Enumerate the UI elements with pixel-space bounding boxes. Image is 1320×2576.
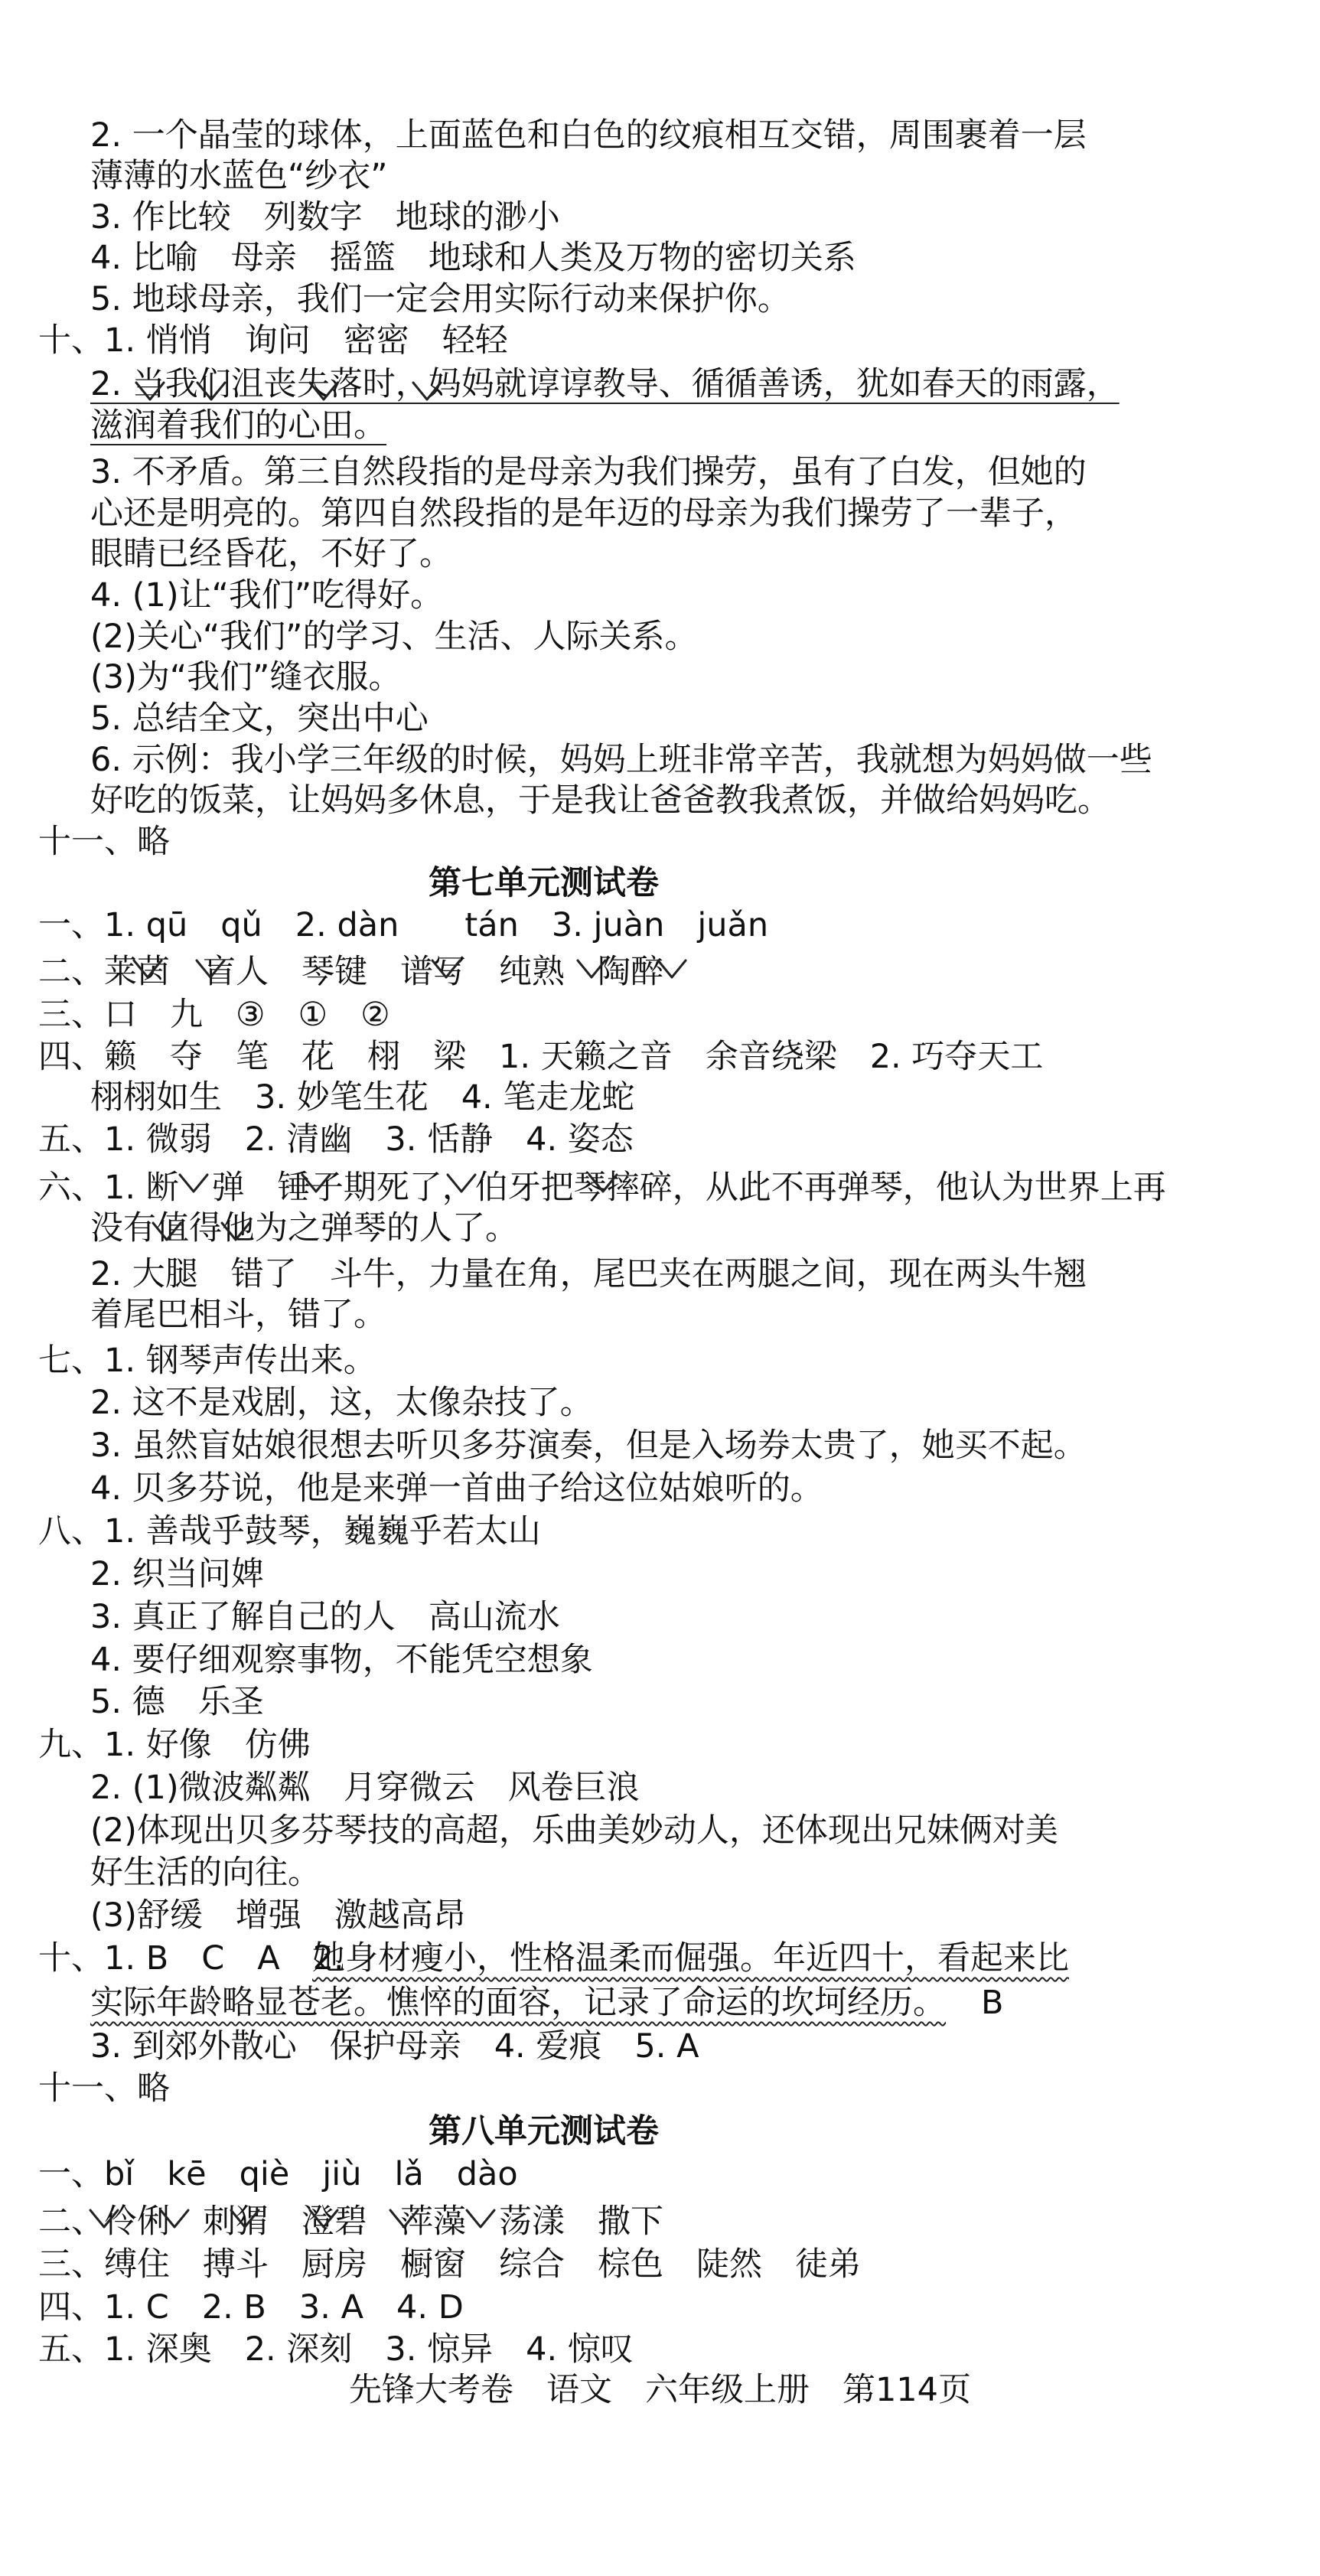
answer-line: 四、1. C 2. B 3. A 4. D	[38, 2288, 464, 2327]
answer-line: 5. 德 乐圣	[90, 1683, 264, 1721]
answer-line: 栩栩如生 3. 妙笔生花 4. 笔走龙蛇	[90, 1078, 635, 1117]
page-footer: 先锋大考卷 语文 六年级上册 第114页	[348, 2371, 972, 2409]
answer-line: 七、1. 钢琴声传出来。	[38, 1342, 376, 1380]
answer-line: 一、1. qū qǔ 2. dàn tán 3. juàn juǎn	[38, 906, 769, 944]
answer-line: 好生活的向往。	[90, 1854, 321, 1892]
answer-line: 3. 虽然盲姑娘很想去听贝多芬演奏，但是入场券太贵了，她买不起。	[90, 1427, 1087, 1465]
answer-line: 2. 这不是戏剧，这，太像杂技了。	[90, 1384, 593, 1422]
answer-line: 一、bǐ kē qiè jiù lǎ dào	[38, 2155, 518, 2193]
answer-line: 4. 贝多芬说，他是来弹一首曲子给这位姑娘听的。	[90, 1469, 823, 1508]
answer-line: 四、籁 夺 笔 花 栩 梁 1. 天籁之音 余音绕梁 2. 巧夺天工	[38, 1038, 1044, 1076]
check-mark	[302, 1175, 330, 1192]
answer-line: 三、口 九 ③ ① ②	[38, 996, 390, 1034]
section-title: 第八单元测试卷	[429, 2112, 659, 2150]
answer-line: 心还是明亮的。第四自然段指的是年迈的母亲为我们操劳了一辈子，	[90, 494, 1077, 533]
answer-line: 4. (1)让“我们”吃得好。	[90, 576, 444, 615]
check-mark	[390, 2210, 418, 2227]
answer-line: 2. 大腿 错了 斗牛，力量在角，尾巴夹在两腿之间，现在两头牛翘	[90, 1255, 1087, 1293]
answer-line: 二、伶俐 刺猬 澄碧 萍藻 荡漾 撒下	[38, 2203, 663, 2241]
answer-line: 2. 织当问婢	[90, 1555, 264, 1593]
answer-line: 5. 总结全文，突出中心	[90, 699, 429, 738]
answer-line: 实际年龄略显苍老。憔悴的面容，记录了命运的坎坷经历。	[90, 1984, 946, 2022]
check-mark	[589, 1175, 617, 1192]
answer-line: 薄薄的水蓝色“纱衣”	[90, 157, 388, 195]
answer-line: 5. 地球母亲，我们一定会用实际行动来保护你。	[90, 280, 790, 318]
check-mark	[90, 2210, 118, 2227]
answer-line: 2. 当我们沮丧失落时，妈妈就谆谆教导、循循善诱，犹如春天的雨露，	[90, 365, 1120, 403]
check-mark	[222, 1223, 249, 1240]
check-mark	[310, 2210, 337, 2227]
answer-line: 十一、略	[38, 823, 170, 861]
answer-line: 三、缚住 搏斗 厨房 橱窗 综合 棕色 陡然 徒弟	[38, 2245, 861, 2284]
check-mark	[432, 960, 460, 977]
answer-line: 十、1. 悄悄 询问 密密 轻轻	[38, 321, 508, 360]
answer-line: 眼睛已经昏花，不好了。	[90, 535, 452, 573]
answer-line: 十、1. B C A 2.	[38, 1939, 355, 1978]
answer-line: 2. (1)微波粼粼 月穿微云 风卷巨浪	[90, 1769, 640, 1807]
check-mark	[180, 1175, 207, 1192]
answer-line: 她身材瘦小，性格温柔而倔强。年近四十，看起来比	[312, 1939, 1069, 1978]
answer-line: 4. 要仔细观察事物，不能凭空想象	[90, 1641, 593, 1679]
answer-line: 九、1. 好像 仿佛	[38, 1726, 311, 1764]
answer-line: 2. 一个晶莹的球体，上面蓝色和白色的纹痕相互交错，周围裹着一层	[90, 116, 1087, 155]
check-mark	[153, 1223, 181, 1240]
check-mark	[578, 960, 605, 977]
answer-line: (2)关心“我们”的学习、生活、人际关系。	[90, 618, 698, 656]
answer-line: 八、1. 善哉乎鼓琴，巍巍乎若太山	[38, 1512, 541, 1550]
check-mark	[161, 2210, 188, 2227]
check-mark	[448, 1175, 475, 1192]
check-mark	[658, 960, 686, 977]
answer-line: (2)体现出贝多芬琴技的高超，乐曲美妙动人，还体现出兄妹俩对美	[90, 1811, 1058, 1850]
check-mark	[231, 2210, 259, 2227]
check-mark	[310, 383, 337, 399]
answer-line: 3. 不矛盾。第三自然段指的是母亲为我们操劳，虽有了白发，但她的	[90, 453, 1087, 491]
check-mark	[413, 383, 441, 399]
check-mark	[136, 383, 164, 399]
check-mark	[134, 960, 161, 977]
answer-line: 五、1. 深奥 2. 深刻 3. 惊异 4. 惊叹	[38, 2330, 634, 2369]
answer-line: 4. 比喻 母亲 摇篮 地球和人类及万物的密切关系	[90, 239, 856, 277]
answer-line: 五、1. 微弱 2. 清幽 3. 恬静 4. 姿态	[38, 1120, 634, 1159]
check-mark	[467, 2210, 494, 2227]
answer-line: 3. 真正了解自己的人 高山流水	[90, 1598, 560, 1636]
answer-line: 着尾巴相斗，错了。	[90, 1296, 386, 1334]
check-mark	[197, 960, 224, 977]
answer-line: B	[981, 1984, 1004, 2022]
check-mark	[197, 383, 225, 399]
answer-line: 没有值得他为之弹琴的人了。	[90, 1209, 518, 1247]
answer-line: 六、1. 断 弹 锤子期死了，伯牙把琴摔碎，从此不再弹琴，他认为世界上再	[38, 1169, 1166, 1207]
answer-line: 滋润着我们的心田。	[90, 406, 386, 445]
answer-line: (3)为“我们”缝衣服。	[90, 658, 402, 696]
answer-line: 3. 作比较 列数字 地球的渺小	[90, 198, 560, 236]
answer-line: 好吃的饭菜，让妈妈多休息，于是我让爸爸教我煮饭，并做给妈妈吃。	[90, 781, 1110, 820]
answer-line: 二、莱茵 盲人 琴键 谱写 纯熟 陶醉	[38, 953, 663, 991]
answer-line: 3. 到郊外散心 保护母亲 4. 爱痕 5. A	[90, 2027, 699, 2066]
section-title: 第七单元测试卷	[429, 864, 659, 902]
answer-line: 十一、略	[38, 2069, 170, 2108]
answer-line: (3)舒缓 增强 激越高昂	[90, 1896, 466, 1935]
answer-line: 6. 示例：我小学三年级的时候，妈妈上班非常辛苦，我就想为妈妈做一些	[90, 741, 1152, 779]
